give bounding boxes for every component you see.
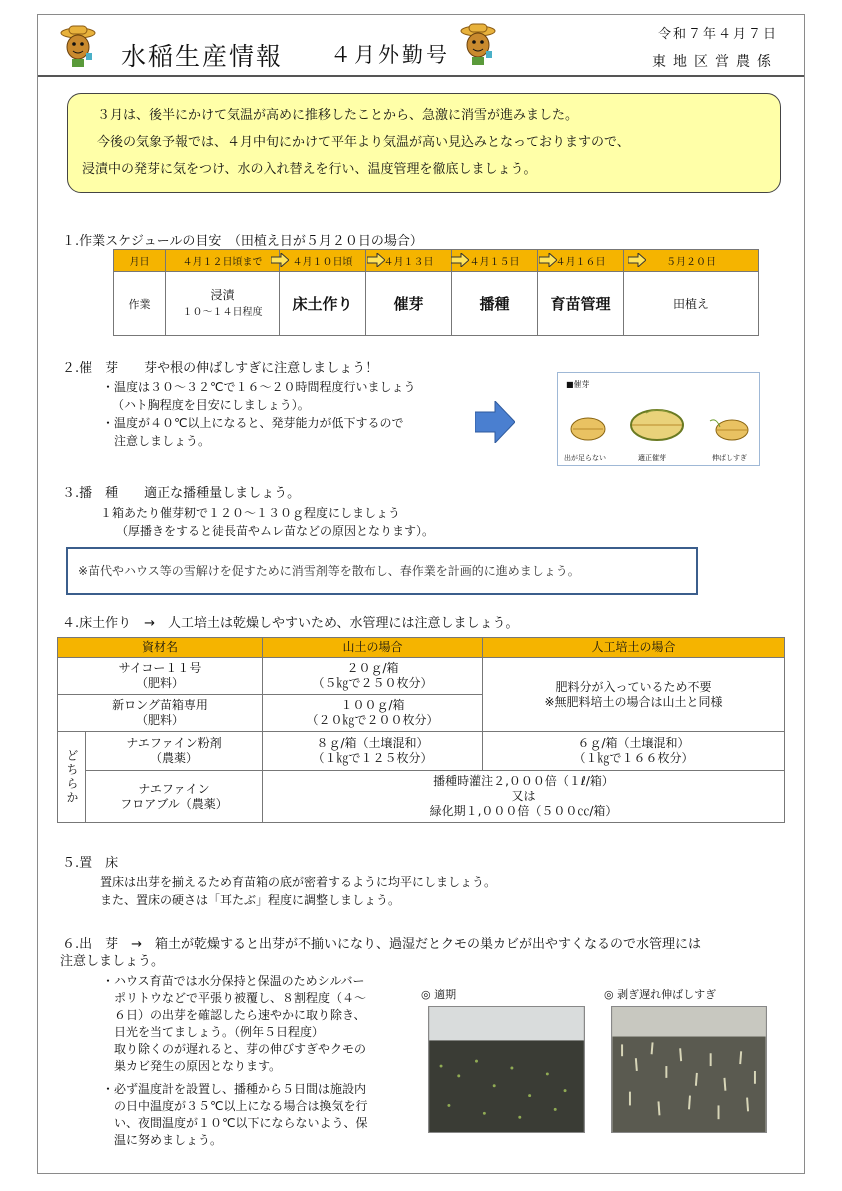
schedule-table <box>113 249 759 336</box>
material-name-cell <box>86 732 263 771</box>
legend-label: 適正催芽 <box>638 454 666 462</box>
schedule-task: 育苗管理 <box>538 272 624 336</box>
note-text: ※苗代やハウス等の雪解けを促すために消雪剤等を散布し、春作業を計画的に進めましょう。 <box>78 564 580 578</box>
dilution-line: 播種時灌注２,０００倍（１ℓ/箱） <box>433 774 614 788</box>
arrow-right-icon <box>475 401 515 443</box>
notice-line: 浸漬中の発芽に気をつけ、水の入れ替えを行い、温度管理を徹底しましょう。 <box>82 162 537 177</box>
material-name: 新ロング苗箱専用 <box>112 698 208 712</box>
section-5-heading: ５.置 床 <box>62 856 119 871</box>
mountain-soil-cell <box>263 695 483 732</box>
notice-line: ３月は、後半にかけて気温が高めに推移したことから、急激に消雪が進みました。 <box>97 108 579 123</box>
amount-detail: （１㎏で１２５枚分） <box>312 751 433 765</box>
section-3-heading: ３.播 種 適正な播種量しましょう。 <box>62 486 301 501</box>
material-name-cell <box>58 658 263 695</box>
notice-box <box>67 93 781 193</box>
col-header: 人工培土の場合 <box>483 638 785 658</box>
arrow-right-icon <box>451 253 469 267</box>
seed-proper-icon <box>628 405 686 443</box>
artificial-soil-cell <box>483 658 785 732</box>
col-header: 山土の場合 <box>263 638 483 658</box>
paragraph-1 <box>102 973 422 1075</box>
seed-overgrown-icon <box>708 413 750 443</box>
office-name: 東地区営農係 <box>652 54 778 70</box>
mountain-soil-cell <box>263 732 483 771</box>
material-name-cell <box>86 771 263 823</box>
notice-line: 今後の気象予報では、４月中旬にかけて平年より気温が高い見込みとなっておりますので、 <box>97 135 630 150</box>
body-line: ・温度は３０～３２℃で１６～２０時間程度行いましょう <box>102 380 416 394</box>
photo-caption: ◎ 剥ぎ遅れ伸ばしすぎ <box>604 988 717 1001</box>
body-line: また、置床の硬さは「耳たぶ」程度に調整しましょう。 <box>100 893 401 907</box>
body-line: （ハト胸程度を目安にしましょう）。 <box>112 398 310 412</box>
body-line: 取り除くのが遅れると、芽の伸びすぎやクモの <box>114 1042 367 1056</box>
amount: １００ｇ/箱 <box>340 698 405 712</box>
material-type: フロアブル（農薬） <box>120 796 228 811</box>
body-line: 巣カビ発生の原因となります。 <box>114 1059 282 1073</box>
newsletter-page <box>37 14 805 1174</box>
amount-detail: ※無肥料培土の場合は山土と同様 <box>544 694 723 709</box>
schedule-date: ４月１５日 <box>452 250 538 272</box>
header-divider <box>38 75 804 77</box>
mountain-soil-cell <box>263 658 483 695</box>
photo-caption: ◎ 適期 <box>421 988 457 1001</box>
body-line: （厚播きをすると徒長苗やムレ苗などの原因となります）。 <box>116 524 435 538</box>
section-2-heading: ２.催 芽 芽や根の伸ばしすぎに注意しましょう！ <box>62 361 379 376</box>
seedlings-proper-photo <box>428 1006 585 1133</box>
material-name: ナエファイン <box>138 781 210 796</box>
col-header: 資材名 <box>58 638 263 658</box>
arrow-right-icon <box>539 253 557 267</box>
body-line: ポリトウなどで平張り被覆し、８割程度（４～ <box>114 991 367 1005</box>
legend-title: ■催芽 <box>566 380 590 389</box>
paragraph-2 <box>102 1081 422 1149</box>
body-line: い、夜間温度が１０℃以下にならないよう、保 <box>114 1116 368 1130</box>
task-duration: １０～１４日程度 <box>182 306 263 318</box>
newsletter-issue: ４月外勤号 <box>330 43 450 67</box>
material-type: （肥料） <box>135 713 184 727</box>
schedule-date: ４月１３日 <box>366 250 452 272</box>
arrow-right-icon <box>271 253 289 267</box>
schedule-task: 田植え <box>624 272 759 336</box>
body-line: ・必ず温度計を設置し、播種から５日間は施設内 <box>102 1082 367 1096</box>
sprouting-legend <box>557 372 760 466</box>
section-1-heading: １.作業スケジュールの目安 （田植え日が５月２０日の場合） <box>62 234 423 249</box>
body-line: の日中温度が３５℃以上になる場合は換気を行 <box>114 1099 368 1113</box>
arrow-right-icon <box>367 253 385 267</box>
body-line: ６日）の出芽を確認したら速やかに取り除き、 <box>114 1008 366 1022</box>
task-name: 浸漬 <box>210 287 235 302</box>
amount-detail: （５㎏で２５０枚分） <box>312 676 433 690</box>
schedule-task-soak <box>166 272 280 336</box>
schedule-date: ５月２０日 <box>624 250 759 272</box>
material-name: ナエファイン粉剤 <box>126 736 222 750</box>
material-type: （肥料） <box>135 676 184 690</box>
amount: ６ｇ/箱（土壌混和） <box>577 736 690 750</box>
schedule-row-label: 作業 <box>114 272 166 336</box>
dilution-line: 又は <box>511 789 536 803</box>
legend-label: 伸ばしすぎ <box>712 454 747 462</box>
farmer-mascot-icon <box>458 21 498 67</box>
schedule-date: ４月１６日 <box>538 250 624 272</box>
artificial-soil-cell <box>483 732 785 771</box>
legend-label: 出が足らない <box>564 454 606 462</box>
body-line: ・ハウス育苗では水分保持と保温のためシルバー <box>102 974 365 988</box>
body-line: 温に努めましょう。 <box>114 1133 223 1147</box>
schedule-date: ４月１２日頃まで <box>166 250 280 272</box>
material-type: （農薬） <box>149 751 198 765</box>
either-label: どちらか <box>58 732 86 823</box>
arrow-right-icon <box>628 253 646 267</box>
newsletter-title: 水稲生産情報 <box>121 42 284 71</box>
seedlings-overgrown-photo <box>611 1006 767 1133</box>
material-name-cell <box>58 695 263 732</box>
schedule-task: 催芽 <box>366 272 452 336</box>
body-line: ・温度が４０℃以上になると、発芽能力が低下するので <box>102 416 404 430</box>
schedule-task: 播種 <box>452 272 538 336</box>
snow-melting-note <box>66 547 698 595</box>
soil-materials-table <box>57 637 785 823</box>
seed-underdeveloped-icon <box>568 413 608 443</box>
section-6-heading-cont: 注意しましょう。 <box>60 954 165 969</box>
body-line: １箱あたり催芽籾で１２０～１３０ｇ程度にしましょう <box>100 506 401 520</box>
section-4-heading: ４.床土作り → 人工培土は乾燥しやすいため、水管理には注意しましょう。 <box>62 616 519 631</box>
farmer-mascot-icon <box>58 23 98 69</box>
body-line: 注意しましょう。 <box>114 434 211 448</box>
amount: 肥料分が入っているため不要 <box>555 679 712 694</box>
schedule-head-label: 月日 <box>114 250 166 272</box>
issue-date: 令和７年４月７日 <box>657 27 778 42</box>
amount-detail: （２０㎏で２００枚分） <box>306 713 439 727</box>
dilution-line: 緑化期１,０００倍（５００㏄/箱） <box>429 804 618 818</box>
amount-detail: （１㎏で１６６枚分） <box>573 751 694 765</box>
dilution-cell <box>263 771 785 823</box>
schedule-date: ４月１０日頃 <box>280 250 366 272</box>
amount: ２０ｇ/箱 <box>346 661 399 675</box>
amount: ８ｇ/箱（土壌混和） <box>316 736 429 750</box>
body-line: 置床は出芽を揃えるため育苗箱の底が密着するように均平にしましょう。 <box>100 875 497 889</box>
schedule-task: 床土作り <box>280 272 366 336</box>
body-line: 日光を当てましょう。（例年５日程度） <box>114 1025 325 1039</box>
section-6-heading: ６.出 芽 → 箱土が乾燥すると出芽が不揃いになり、過湿だとクモの巣カビが出やすくなるので水管理には <box>62 937 702 952</box>
material-name: サイコー１１号 <box>118 661 202 675</box>
